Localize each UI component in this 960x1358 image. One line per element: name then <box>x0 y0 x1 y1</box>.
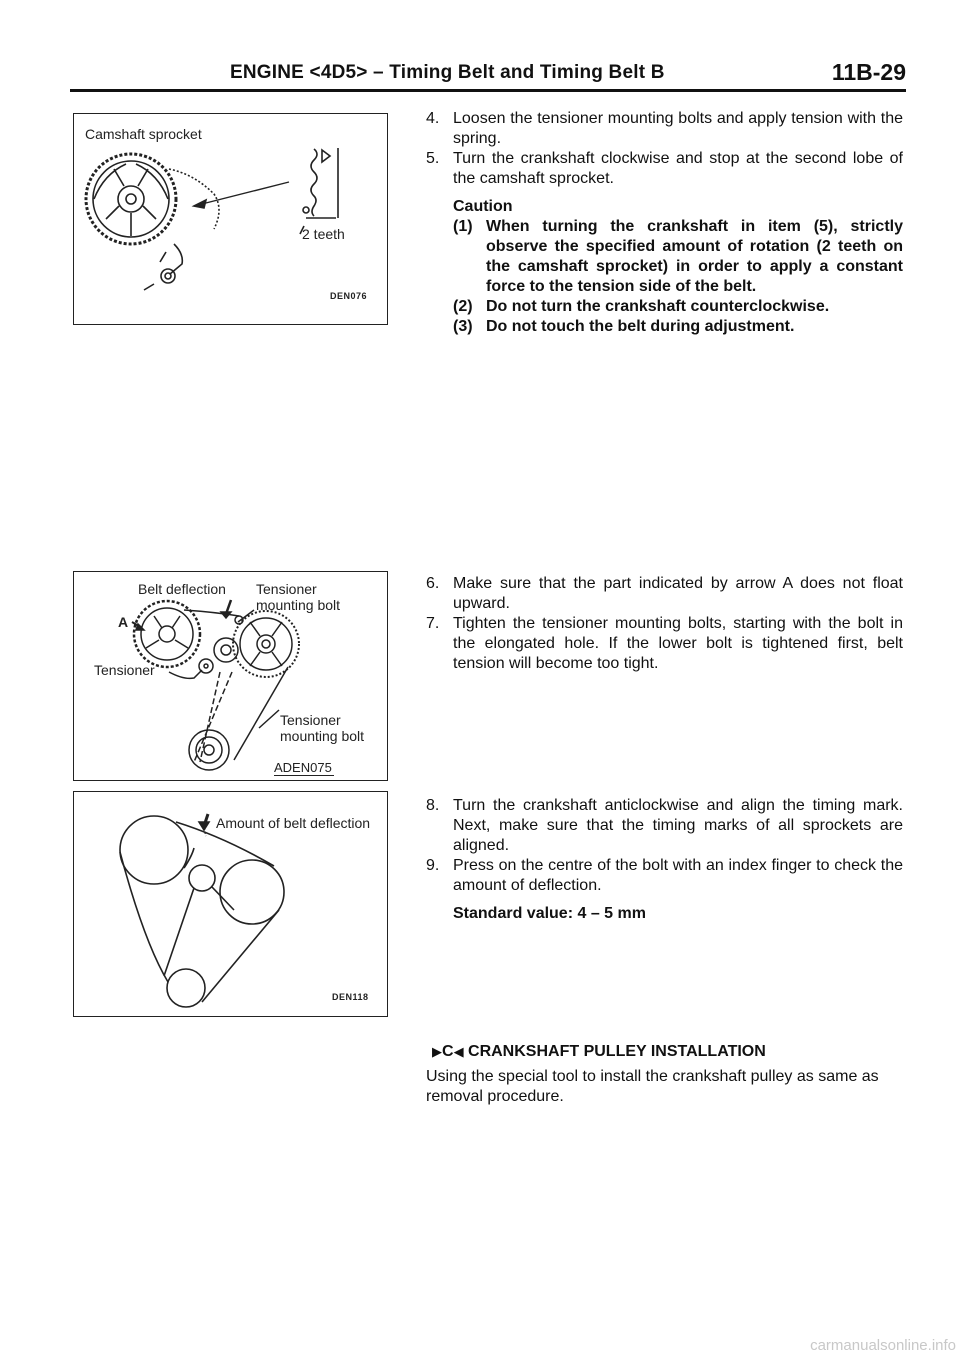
page-header <box>70 58 906 88</box>
step-item <box>426 109 903 149</box>
page-title: ENGINE <4D5> – Timing Belt and Timing Belt B <box>230 62 665 83</box>
caution-text: Do not touch the belt during adjustment. <box>486 318 795 335</box>
figure-belt-tensioner <box>73 571 388 781</box>
caution-number: (3) <box>453 318 473 335</box>
caution-text: When turning the crankshaft in item (5), strictly observe the specified amount of rotation (2 teeth on the camshaft sprocket) in order to apply a constant force to the tension side of the belt. <box>486 218 903 295</box>
figure-code: DEN076 <box>330 291 368 301</box>
steps-block-1 <box>426 109 903 337</box>
step-text: Press on the centre of the bolt with an index finger to check the amount of deflection. <box>453 857 903 894</box>
step-text: Turn the crankshaft anticlockwise and align the timing mark. Next, make sure that the timing marks of all sprockets are aligned. <box>453 797 903 854</box>
caution-number: (1) <box>453 218 473 235</box>
standard-value: Standard value: 4 – 5 mm <box>453 905 646 922</box>
page-number: 11B-29 <box>831 59 906 85</box>
label-tensioner: Tensioner <box>94 662 155 678</box>
step-text: Loosen the tensioner mounting bolts and apply tension with the spring. <box>453 110 903 147</box>
figure-camshaft-sprocket <box>73 113 388 325</box>
caution-text: Do not turn the crankshaft counterclockwise. <box>486 298 830 315</box>
step-text: Make sure that the part indicated by arrow A does not float upward. <box>453 575 903 612</box>
label-belt-deflection: Belt deflection <box>138 581 226 597</box>
caution-item <box>453 297 903 317</box>
caution-item <box>453 217 903 297</box>
step-number: 4. <box>426 110 440 127</box>
caution-item <box>453 317 903 337</box>
label-arrow-a: A <box>118 614 129 630</box>
step-number: 7. <box>426 615 440 632</box>
step-text: Tighten the tensioner mounting bolts, starting with the bolt in the elongated hole. If the lower bolt is tightened first, belt tension will become too tight. <box>453 615 903 672</box>
section-heading <box>432 1043 766 1061</box>
section-text: Using the special tool to install the crankshaft pulley as same as removal procedure. <box>426 1068 879 1105</box>
step-number: 6. <box>426 575 440 592</box>
step-item <box>426 614 903 674</box>
steps-block-2 <box>426 574 903 674</box>
label-tensioner-mounting-bolt-bottom: Tensioner mounting bolt <box>280 712 365 744</box>
section-marker-letter: C <box>442 1043 454 1060</box>
label-tensioner-mounting-bolt-top: Tensioner mounting bolt <box>256 581 341 613</box>
step-number: 8. <box>426 797 440 814</box>
label-2-teeth: 2 teeth <box>302 226 345 242</box>
marker-left-triangle-icon: ◀ <box>453 1044 464 1059</box>
caution-title: Caution <box>453 198 513 215</box>
steps-block-3 <box>426 796 903 924</box>
step-item <box>426 574 903 614</box>
step-text: Turn the crankshaft clockwise and stop at the second lobe of the camshaft sprocket. <box>453 150 903 187</box>
header-rule <box>70 89 906 92</box>
step-item <box>426 149 903 189</box>
step-item <box>426 856 903 896</box>
watermark: carmanualsonline.info <box>810 1337 956 1354</box>
figure-belt-deflection-amount <box>73 791 388 1017</box>
label-amount-of-belt-deflection: Amount of belt deflection <box>216 815 371 831</box>
step-number: 9. <box>426 857 440 874</box>
caution-number: (2) <box>453 298 473 315</box>
step-item <box>426 796 903 856</box>
section-title: CRANKSHAFT PULLEY INSTALLATION <box>468 1043 766 1060</box>
label-camshaft-sprocket: Camshaft sprocket <box>85 126 202 142</box>
step-number: 5. <box>426 150 440 167</box>
figure-code: DEN118 <box>332 992 369 1002</box>
marker-right-triangle-icon: ▶ <box>432 1044 442 1059</box>
figure-code: ADEN075 <box>274 760 332 775</box>
caution-box <box>426 197 903 337</box>
